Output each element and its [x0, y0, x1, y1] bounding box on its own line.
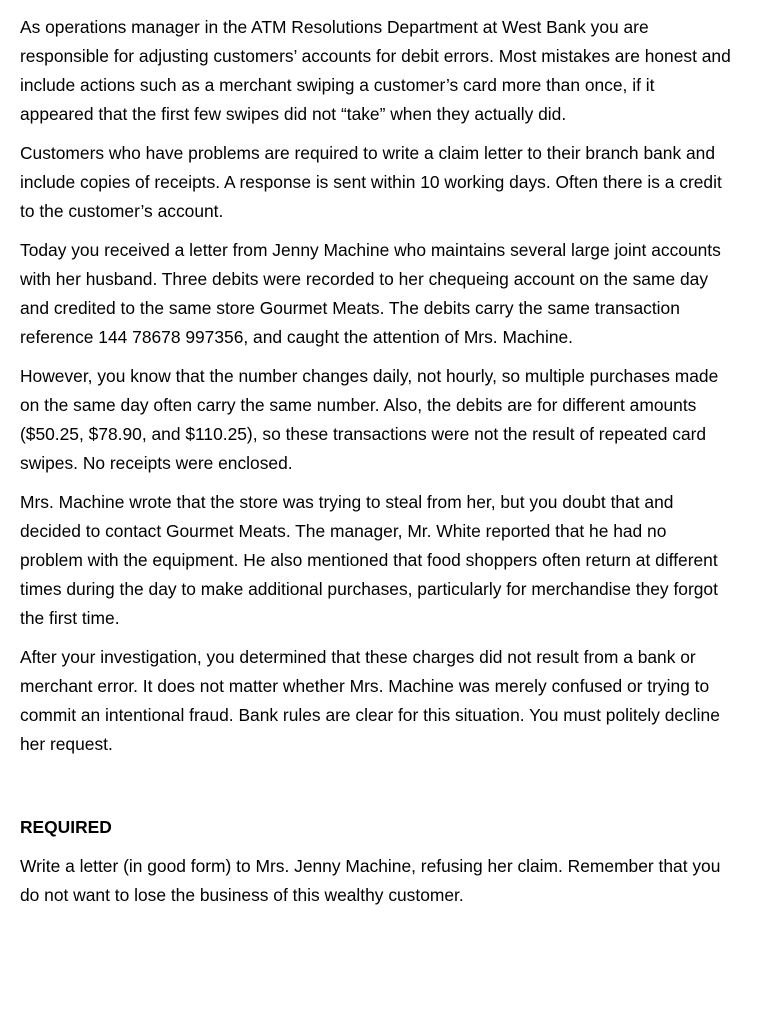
required-instructions: Write a letter (in good form) to Mrs. Jenny Machine, refusing her claim. Remember that you do not want to lose the business of this wealthy customer.: [20, 856, 721, 905]
paragraph-customer-letter: Today you received a letter from Jenny Machine who maintains several large joint accounts with her husband. Three debits were recorded to her chequeing account on the same day and credited to the same store Gourmet Meats. The debits carry the same transaction reference 144 78678 997356, and caught the attention of Mrs. Machine.: [20, 240, 721, 347]
document-body: [20, 13, 732, 920]
paragraph-conclusion: After your investigation, you determined that these charges did not result from a bank or merchant error. It does not matter whether Mrs. Machine was merely confused or trying to commit an intentional fraud. Bank rules are clear for this situation. You must politely decline her request.: [20, 647, 720, 754]
paragraph-transaction-analysis: However, you know that the number changes daily, not hourly, so multiple purchases made on the same day often carry the same number. Also, the debits are for different amounts ($50.25, $78.90, and $110.25), so these transactions were not the result of repeated card swipes. No receipts were enclosed.: [20, 366, 719, 473]
paragraph-claim-process: Customers who have problems are required to write a claim letter to their branch bank and include copies of receipts. A response is sent within 10 working days. Often there is a credit to the customer’s account.: [20, 143, 722, 221]
paragraph-role-intro: As operations manager in the ATM Resolutions Department at West Bank you are responsible for adjusting customers’ accounts for debit errors. Most mistakes are honest and include actions such as a merchant swiping a customer’s card more than once, if it appeared that the first few swipes did not “take” when they actually did.: [20, 17, 731, 124]
section-spacer: [20, 769, 732, 813]
required-heading: REQUIRED: [20, 817, 112, 837]
paragraph-store-contact: Mrs. Machine wrote that the store was trying to steal from her, but you doubt that and decided to contact Gourmet Meats. The manager, Mr. White reported that he had no problem with the equipment. He also mentioned that food shoppers often return at different times during the day to make additional purchases, particularly for merchandise they forgot the first time.: [20, 492, 718, 628]
